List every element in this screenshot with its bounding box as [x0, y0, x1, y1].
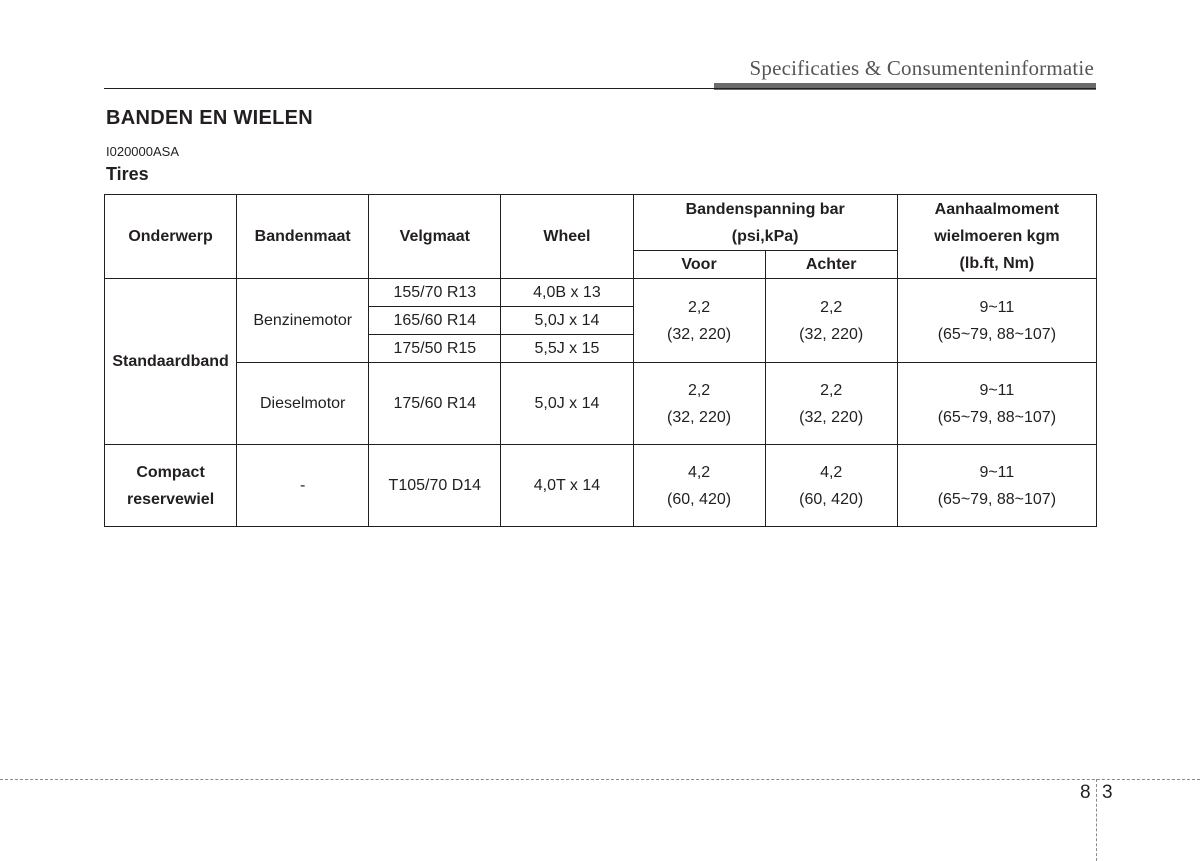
compact-spare-line2: reservewiel — [126, 490, 215, 508]
torque-lbft-nm: (65~79, 88~107) — [937, 408, 1057, 426]
header-front: Voor — [633, 251, 765, 279]
diesel-torque — [897, 363, 1096, 445]
pressure-bar: 2,2 — [687, 381, 711, 399]
compact-spare-label — [105, 445, 237, 527]
header-pressure-line2: (psi,kPa) — [731, 227, 799, 245]
header-torque-line3: (lb.ft, Nm) — [959, 255, 1035, 272]
header-torque — [897, 195, 1096, 279]
header-torque-line1: Aanhaalmoment — [934, 201, 1060, 218]
wheel-cell: 5,0J x 14 — [501, 363, 633, 445]
table-row — [105, 363, 1097, 445]
header-onderwerp: Onderwerp — [105, 195, 237, 279]
page-number: 3 — [1102, 782, 1113, 803]
torque-kgm: 9~11 — [979, 381, 1015, 399]
standard-tire-label: Standaardband — [105, 279, 237, 445]
wheel-cell: 5,5J x 15 — [501, 335, 633, 363]
wheel-cell: 4,0B x 13 — [501, 279, 633, 307]
pressure-bar: 4,2 — [820, 463, 843, 481]
chapter-number: 8 — [1080, 782, 1091, 803]
header-bandenmaat: Bandenmaat — [237, 195, 369, 279]
diesel-rear-pressure — [765, 363, 897, 445]
table-header-row — [105, 195, 1097, 251]
torque-lbft-nm: (65~79, 88~107) — [937, 490, 1057, 508]
rim-size-cell: 155/70 R13 — [369, 279, 501, 307]
sub-title: Tires — [106, 164, 149, 184]
pressure-bar: 2,2 — [820, 298, 843, 316]
section-title: BANDEN EN WIELEN — [106, 107, 314, 129]
pressure-bar: 2,2 — [820, 381, 843, 399]
pressure-psi-kpa: (32, 220) — [667, 408, 732, 426]
pressure-bar: 4,2 — [687, 463, 711, 481]
header-pressure — [633, 195, 897, 251]
pressure-psi-kpa: (32, 220) — [799, 408, 864, 426]
compact-spare-line1: Compact — [136, 463, 205, 481]
compact-torque — [897, 445, 1096, 527]
torque-lbft-nm: (65~79, 88~107) — [937, 325, 1057, 343]
table-row — [105, 279, 1097, 307]
table-row — [105, 445, 1097, 527]
pressure-bar: 2,2 — [687, 298, 711, 316]
footer-dashed-rule — [0, 779, 1200, 780]
page-header-title: Specificaties & Consumenteninformatie — [749, 56, 1094, 80]
benzine-torque — [897, 279, 1096, 363]
rim-size-cell: T105/70 D14 — [369, 445, 501, 527]
tire-spec-table — [104, 194, 1097, 527]
rim-size-cell: 175/60 R14 — [369, 363, 501, 445]
pressure-psi-kpa: (32, 220) — [667, 325, 732, 343]
benzine-rear-pressure — [765, 279, 897, 363]
header-rear: Achter — [765, 251, 897, 279]
header-velgmaat: Velgmaat — [369, 195, 501, 279]
benzine-engine-label: Benzinemotor — [237, 279, 369, 363]
torque-kgm: 9~11 — [979, 298, 1015, 316]
compact-rear-pressure — [765, 445, 897, 527]
header-pressure-line1: Bandenspanning bar — [685, 200, 845, 218]
compact-tire-size: - — [237, 445, 369, 527]
diesel-engine-label: Dieselmotor — [237, 363, 369, 445]
document-code: I020000ASA — [106, 144, 180, 159]
pressure-psi-kpa: (60, 420) — [799, 490, 864, 508]
benzine-front-pressure — [633, 279, 765, 363]
pressure-psi-kpa: (60, 420) — [667, 490, 732, 508]
pressure-psi-kpa: (32, 220) — [799, 325, 864, 343]
wheel-cell: 5,0J x 14 — [501, 307, 633, 335]
diesel-front-pressure — [633, 363, 765, 445]
header-rule — [104, 88, 1096, 89]
rim-size-cell: 175/50 R15 — [369, 335, 501, 363]
footer-dashed-divider — [1096, 779, 1097, 861]
rim-size-cell: 165/60 R14 — [369, 307, 501, 335]
compact-front-pressure — [633, 445, 765, 527]
wheel-cell: 4,0T x 14 — [501, 445, 633, 527]
torque-kgm: 9~11 — [979, 463, 1015, 481]
header-wheel: Wheel — [501, 195, 633, 279]
header-torque-line2: wielmoeren kgm — [934, 228, 1060, 245]
